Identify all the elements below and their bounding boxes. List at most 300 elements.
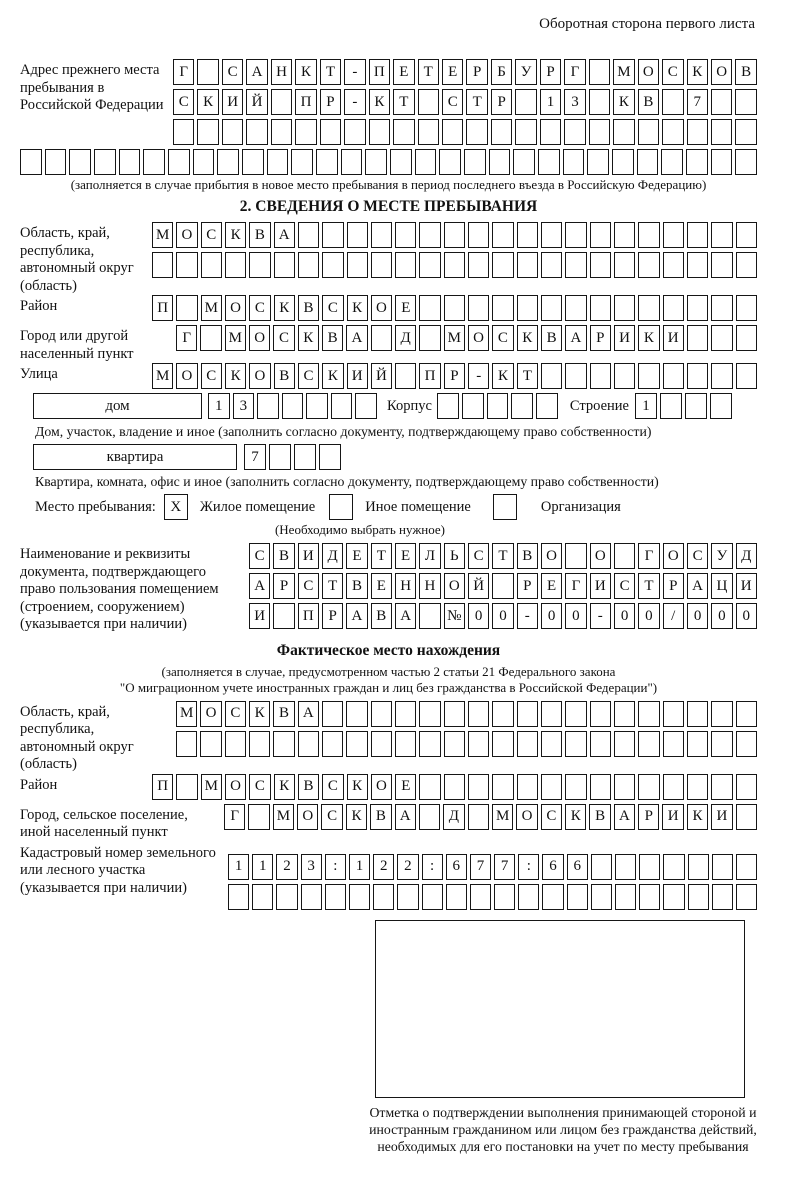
char-cell[interactable] (193, 149, 215, 175)
char-cell[interactable] (419, 731, 440, 757)
char-cell[interactable] (687, 363, 708, 389)
char-cell[interactable] (639, 884, 660, 910)
char-cell[interactable] (225, 252, 246, 278)
char-cell[interactable] (248, 804, 269, 830)
cadastral-row-2[interactable] (228, 884, 757, 910)
char-cell[interactable]: Д (736, 543, 757, 569)
char-cell[interactable] (298, 252, 319, 278)
char-cell[interactable]: П (152, 295, 173, 321)
char-cell[interactable]: Й (246, 89, 267, 115)
char-cell[interactable] (687, 731, 708, 757)
char-cell[interactable]: Т (517, 363, 538, 389)
char-cell[interactable] (468, 252, 489, 278)
char-cell[interactable] (663, 731, 684, 757)
char-cell[interactable]: А (687, 573, 708, 599)
char-cell[interactable]: С (298, 363, 319, 389)
char-cell[interactable]: А (298, 701, 319, 727)
char-cell[interactable] (663, 884, 684, 910)
char-cell[interactable] (444, 731, 465, 757)
char-cell[interactable]: О (176, 363, 197, 389)
char-cell[interactable]: А (346, 325, 367, 351)
char-cell[interactable]: Н (419, 573, 440, 599)
char-cell[interactable]: И (736, 573, 757, 599)
char-cell[interactable] (735, 119, 756, 145)
char-cell[interactable]: М (201, 295, 222, 321)
char-cell[interactable] (517, 295, 538, 321)
char-cell[interactable] (349, 884, 370, 910)
char-cell[interactable]: О (541, 543, 562, 569)
char-cell[interactable]: Л (419, 543, 440, 569)
char-cell[interactable]: В (274, 363, 295, 389)
char-cell[interactable]: № (444, 603, 465, 629)
char-cell[interactable]: К (347, 774, 368, 800)
char-cell[interactable]: 0 (638, 603, 659, 629)
char-cell[interactable]: В (298, 295, 319, 321)
char-cell[interactable]: В (273, 543, 294, 569)
char-cell[interactable]: Д (443, 804, 464, 830)
char-cell[interactable] (492, 222, 513, 248)
char-cell[interactable] (541, 363, 562, 389)
char-cell[interactable]: 7 (470, 854, 491, 880)
char-cell[interactable]: И (347, 363, 368, 389)
char-cell[interactable]: 0 (492, 603, 513, 629)
char-cell[interactable]: О (249, 363, 270, 389)
char-cell[interactable] (590, 252, 611, 278)
char-cell[interactable] (565, 222, 586, 248)
char-cell[interactable]: И (711, 804, 732, 830)
char-cell[interactable] (395, 222, 416, 248)
char-cell[interactable]: О (516, 804, 537, 830)
char-cell[interactable] (541, 731, 562, 757)
char-cell[interactable]: М (201, 774, 222, 800)
char-cell[interactable] (515, 89, 536, 115)
char-cell[interactable]: 0 (541, 603, 562, 629)
char-cell[interactable] (319, 444, 341, 470)
char-cell[interactable]: В (322, 325, 343, 351)
char-cell[interactable] (176, 731, 197, 757)
char-cell[interactable] (663, 295, 684, 321)
char-cell[interactable] (542, 884, 563, 910)
document-row-2[interactable] (249, 573, 757, 599)
char-cell[interactable]: Г (224, 804, 245, 830)
char-cell[interactable] (442, 119, 463, 145)
char-cell[interactable]: : (325, 854, 346, 880)
char-cell[interactable]: В (541, 325, 562, 351)
actual-region-row-2[interactable] (176, 731, 757, 757)
char-cell[interactable]: - (344, 89, 365, 115)
char-cell[interactable] (612, 149, 634, 175)
char-cell[interactable] (736, 884, 757, 910)
char-cell[interactable]: 1 (228, 854, 249, 880)
char-cell[interactable]: 7 (244, 444, 266, 470)
char-cell[interactable] (711, 252, 732, 278)
char-cell[interactable] (517, 252, 538, 278)
char-cell[interactable] (468, 774, 489, 800)
char-cell[interactable] (444, 295, 465, 321)
char-cell[interactable] (662, 89, 683, 115)
char-cell[interactable] (735, 149, 757, 175)
char-cell[interactable] (663, 252, 684, 278)
char-cell[interactable]: 3 (301, 854, 322, 880)
char-cell[interactable] (267, 149, 289, 175)
char-cell[interactable]: Е (346, 543, 367, 569)
char-cell[interactable] (294, 444, 316, 470)
char-cell[interactable]: 2 (397, 854, 418, 880)
char-cell[interactable]: В (346, 573, 367, 599)
char-cell[interactable]: С (273, 325, 294, 351)
char-cell[interactable] (712, 884, 733, 910)
char-cell[interactable]: С (249, 295, 270, 321)
char-cell[interactable] (736, 701, 757, 727)
char-cell[interactable] (565, 774, 586, 800)
char-cell[interactable] (565, 543, 586, 569)
char-cell[interactable] (511, 393, 533, 419)
char-cell[interactable] (591, 854, 612, 880)
char-cell[interactable]: 1 (635, 393, 657, 419)
char-cell[interactable]: К (274, 295, 295, 321)
prev-address-row-2[interactable] (173, 89, 757, 115)
char-cell[interactable] (590, 731, 611, 757)
char-cell[interactable] (565, 295, 586, 321)
char-cell[interactable] (638, 701, 659, 727)
char-cell[interactable]: 0 (614, 603, 635, 629)
char-cell[interactable]: К (565, 804, 586, 830)
char-cell[interactable] (217, 149, 239, 175)
char-cell[interactable] (152, 252, 173, 278)
char-cell[interactable] (437, 393, 459, 419)
char-cell[interactable] (565, 363, 586, 389)
char-cell[interactable]: 2 (276, 854, 297, 880)
char-cell[interactable] (371, 252, 392, 278)
char-cell[interactable]: Р (273, 573, 294, 599)
char-cell[interactable]: О (638, 59, 659, 85)
char-cell[interactable] (564, 119, 585, 145)
char-cell[interactable] (271, 119, 292, 145)
char-cell[interactable] (470, 884, 491, 910)
char-cell[interactable]: А (565, 325, 586, 351)
char-cell[interactable] (736, 854, 757, 880)
char-cell[interactable]: В (589, 804, 610, 830)
street-row[interactable] (152, 363, 757, 389)
char-cell[interactable] (687, 119, 708, 145)
char-cell[interactable]: К (322, 363, 343, 389)
char-cell[interactable]: М (152, 363, 173, 389)
char-cell[interactable]: Е (541, 573, 562, 599)
char-cell[interactable]: С (541, 804, 562, 830)
prev-address-row-1[interactable] (173, 59, 757, 85)
char-cell[interactable] (355, 393, 377, 419)
char-cell[interactable]: О (663, 543, 684, 569)
char-cell[interactable] (663, 701, 684, 727)
char-cell[interactable] (563, 149, 585, 175)
char-cell[interactable]: И (663, 325, 684, 351)
char-cell[interactable] (518, 884, 539, 910)
char-cell[interactable] (395, 252, 416, 278)
char-cell[interactable]: Е (371, 573, 392, 599)
char-cell[interactable] (590, 701, 611, 727)
char-cell[interactable] (419, 774, 440, 800)
char-cell[interactable] (257, 393, 279, 419)
actual-district-row[interactable] (152, 774, 757, 800)
char-cell[interactable] (462, 393, 484, 419)
char-cell[interactable] (711, 701, 732, 727)
char-cell[interactable] (638, 222, 659, 248)
char-cell[interactable] (228, 884, 249, 910)
char-cell[interactable] (712, 854, 733, 880)
stroenie-cells[interactable] (635, 393, 732, 419)
char-cell[interactable] (517, 701, 538, 727)
char-cell[interactable]: 0 (565, 603, 586, 629)
char-cell[interactable] (492, 573, 513, 599)
char-cell[interactable] (419, 222, 440, 248)
actual-city-row[interactable] (224, 804, 757, 830)
char-cell[interactable] (347, 222, 368, 248)
char-cell[interactable] (663, 222, 684, 248)
char-cell[interactable]: С (321, 804, 342, 830)
char-cell[interactable]: С (614, 573, 635, 599)
char-cell[interactable] (446, 884, 467, 910)
char-cell[interactable] (492, 295, 513, 321)
char-cell[interactable] (540, 119, 561, 145)
char-cell[interactable] (322, 701, 343, 727)
char-cell[interactable]: Р (638, 804, 659, 830)
char-cell[interactable]: М (492, 804, 513, 830)
char-cell[interactable] (422, 884, 443, 910)
char-cell[interactable]: Т (492, 543, 513, 569)
char-cell[interactable] (614, 363, 635, 389)
char-cell[interactable] (492, 774, 513, 800)
char-cell[interactable]: В (370, 804, 391, 830)
char-cell[interactable] (589, 59, 610, 85)
char-cell[interactable] (736, 804, 757, 830)
char-cell[interactable] (638, 295, 659, 321)
char-cell[interactable] (444, 774, 465, 800)
char-cell[interactable] (637, 149, 659, 175)
char-cell[interactable] (565, 252, 586, 278)
char-cell[interactable] (541, 252, 562, 278)
char-cell[interactable] (687, 252, 708, 278)
char-cell[interactable] (587, 149, 609, 175)
char-cell[interactable]: О (371, 774, 392, 800)
char-cell[interactable] (419, 804, 440, 830)
char-cell[interactable] (711, 119, 732, 145)
char-cell[interactable] (197, 119, 218, 145)
char-cell[interactable]: К (346, 804, 367, 830)
char-cell[interactable] (419, 252, 440, 278)
char-cell[interactable]: Е (395, 295, 416, 321)
char-cell[interactable] (468, 804, 489, 830)
char-cell[interactable]: К (274, 774, 295, 800)
char-cell[interactable] (176, 295, 197, 321)
char-cell[interactable]: С (662, 59, 683, 85)
char-cell[interactable] (711, 731, 732, 757)
char-cell[interactable] (347, 252, 368, 278)
char-cell[interactable]: А (346, 603, 367, 629)
char-cell[interactable]: С (222, 59, 243, 85)
char-cell[interactable]: Е (442, 59, 463, 85)
region-row-2[interactable] (152, 252, 757, 278)
char-cell[interactable]: 3 (233, 393, 255, 419)
char-cell[interactable]: С (201, 222, 222, 248)
char-cell[interactable] (468, 731, 489, 757)
char-cell[interactable] (736, 325, 757, 351)
char-cell[interactable] (688, 884, 709, 910)
char-cell[interactable] (661, 149, 683, 175)
char-cell[interactable] (638, 363, 659, 389)
region-row-1[interactable] (152, 222, 757, 248)
char-cell[interactable]: - (468, 363, 489, 389)
char-cell[interactable]: И (662, 804, 683, 830)
char-cell[interactable] (369, 119, 390, 145)
korpus-cells[interactable] (437, 393, 558, 419)
char-cell[interactable] (273, 603, 294, 629)
char-cell[interactable]: : (518, 854, 539, 880)
char-cell[interactable] (371, 325, 392, 351)
char-cell[interactable]: К (492, 363, 513, 389)
char-cell[interactable]: - (344, 59, 365, 85)
char-cell[interactable]: Г (173, 59, 194, 85)
char-cell[interactable] (168, 149, 190, 175)
char-cell[interactable]: Р (322, 603, 343, 629)
char-cell[interactable] (660, 393, 682, 419)
char-cell[interactable] (492, 701, 513, 727)
char-cell[interactable] (200, 731, 221, 757)
char-cell[interactable] (176, 774, 197, 800)
char-cell[interactable]: Н (271, 59, 292, 85)
char-cell[interactable]: К (225, 222, 246, 248)
char-cell[interactable] (468, 295, 489, 321)
char-cell[interactable]: Г (176, 325, 197, 351)
char-cell[interactable] (395, 701, 416, 727)
char-cell[interactable] (638, 774, 659, 800)
char-cell[interactable] (487, 393, 509, 419)
char-cell[interactable] (222, 119, 243, 145)
char-cell[interactable]: 7 (687, 89, 708, 115)
char-cell[interactable] (316, 149, 338, 175)
char-cell[interactable] (325, 884, 346, 910)
char-cell[interactable] (242, 149, 264, 175)
char-cell[interactable]: / (663, 603, 684, 629)
stay-type-checkbox-organization[interactable] (493, 494, 517, 520)
char-cell[interactable]: 0 (736, 603, 757, 629)
char-cell[interactable] (614, 543, 635, 569)
char-cell[interactable]: С (442, 89, 463, 115)
char-cell[interactable]: 1 (252, 854, 273, 880)
char-cell[interactable]: Т (320, 59, 341, 85)
char-cell[interactable] (662, 119, 683, 145)
char-cell[interactable] (492, 731, 513, 757)
char-cell[interactable] (282, 393, 304, 419)
char-cell[interactable] (444, 222, 465, 248)
char-cell[interactable]: О (225, 774, 246, 800)
stay-type-checkbox-residential[interactable]: X (164, 494, 188, 520)
char-cell[interactable]: - (517, 603, 538, 629)
char-cell[interactable]: С (322, 295, 343, 321)
char-cell[interactable] (517, 774, 538, 800)
char-cell[interactable]: О (225, 295, 246, 321)
char-cell[interactable] (395, 731, 416, 757)
char-cell[interactable] (711, 222, 732, 248)
char-cell[interactable] (541, 222, 562, 248)
char-cell[interactable] (298, 731, 319, 757)
char-cell[interactable]: М (444, 325, 465, 351)
char-cell[interactable] (94, 149, 116, 175)
char-cell[interactable] (419, 701, 440, 727)
char-cell[interactable]: П (298, 603, 319, 629)
char-cell[interactable]: Р (663, 573, 684, 599)
char-cell[interactable] (415, 149, 437, 175)
char-cell[interactable] (365, 149, 387, 175)
char-cell[interactable]: В (273, 701, 294, 727)
char-cell[interactable] (301, 884, 322, 910)
char-cell[interactable] (614, 731, 635, 757)
char-cell[interactable]: 0 (711, 603, 732, 629)
char-cell[interactable] (541, 701, 562, 727)
char-cell[interactable]: В (371, 603, 392, 629)
char-cell[interactable] (736, 252, 757, 278)
char-cell[interactable]: И (249, 603, 270, 629)
char-cell[interactable]: Й (371, 363, 392, 389)
city-row[interactable] (176, 325, 757, 351)
char-cell[interactable] (418, 89, 439, 115)
char-cell[interactable] (590, 774, 611, 800)
char-cell[interactable]: 1 (208, 393, 230, 419)
char-cell[interactable]: К (638, 325, 659, 351)
char-cell[interactable] (419, 603, 440, 629)
char-cell[interactable]: О (200, 701, 221, 727)
char-cell[interactable] (638, 119, 659, 145)
house-number-cells[interactable] (208, 393, 377, 419)
char-cell[interactable]: А (246, 59, 267, 85)
char-cell[interactable] (173, 119, 194, 145)
char-cell[interactable]: К (249, 701, 270, 727)
char-cell[interactable]: М (613, 59, 634, 85)
char-cell[interactable]: А (274, 222, 295, 248)
char-cell[interactable] (736, 295, 757, 321)
char-cell[interactable] (513, 149, 535, 175)
char-cell[interactable]: К (613, 89, 634, 115)
char-cell[interactable] (736, 731, 757, 757)
char-cell[interactable]: К (295, 59, 316, 85)
char-cell[interactable]: Ц (711, 573, 732, 599)
char-cell[interactable] (589, 89, 610, 115)
char-cell[interactable] (197, 59, 218, 85)
char-cell[interactable] (736, 774, 757, 800)
char-cell[interactable]: К (687, 59, 708, 85)
char-cell[interactable] (686, 149, 708, 175)
char-cell[interactable]: М (225, 325, 246, 351)
char-cell[interactable]: С (492, 325, 513, 351)
char-cell[interactable] (663, 363, 684, 389)
char-cell[interactable] (685, 393, 707, 419)
char-cell[interactable] (295, 119, 316, 145)
document-row-3[interactable] (249, 603, 757, 629)
char-cell[interactable]: Р (517, 573, 538, 599)
char-cell[interactable] (711, 149, 733, 175)
char-cell[interactable] (591, 884, 612, 910)
char-cell[interactable] (494, 884, 515, 910)
char-cell[interactable]: Е (395, 543, 416, 569)
char-cell[interactable]: К (517, 325, 538, 351)
char-cell[interactable]: К (369, 89, 390, 115)
char-cell[interactable] (735, 89, 756, 115)
char-cell[interactable]: В (638, 89, 659, 115)
char-cell[interactable] (419, 325, 440, 351)
char-cell[interactable] (638, 252, 659, 278)
char-cell[interactable] (565, 731, 586, 757)
char-cell[interactable]: Г (564, 59, 585, 85)
char-cell[interactable] (390, 149, 412, 175)
